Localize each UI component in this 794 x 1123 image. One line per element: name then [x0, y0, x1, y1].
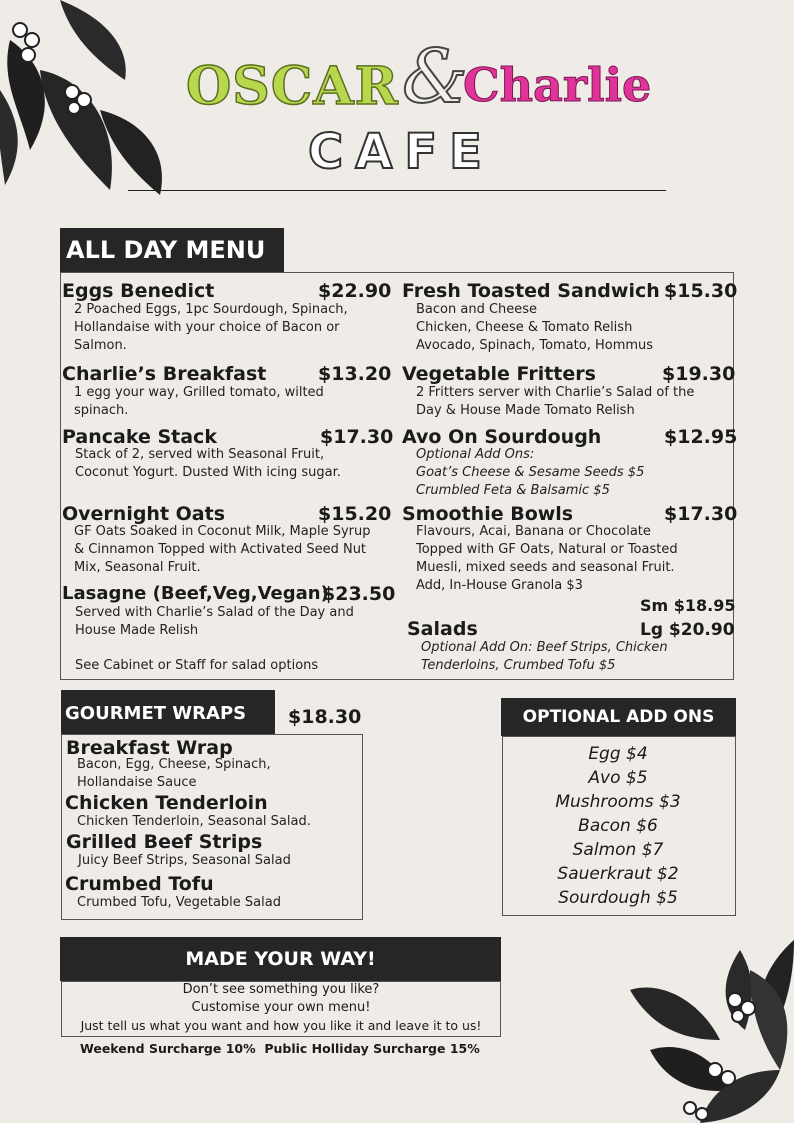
menu-item-desc: Avocado, Spinach, Tomato, Hommus	[416, 338, 654, 353]
menu-item-title: Overnight Oats	[62, 503, 226, 525]
add-on-item: Bacon $6	[578, 816, 658, 836]
menu-item-desc: Flavours, Acai, Banana or Chocolate	[416, 524, 651, 539]
wrap-desc: Hollandaise Sauce	[77, 775, 197, 790]
menu-item-title: Avo On Sourdough	[402, 426, 602, 448]
made-your-way-line: Customise your own menu!	[191, 1000, 371, 1015]
leaf-decoration-bottom	[620, 930, 794, 1123]
made-your-way-line: Don’t see something you like?	[182, 982, 380, 997]
add-on-item: Sauerkraut $2	[557, 864, 679, 884]
menu-item-desc: 2 Poached Eggs, 1pc Sourdough, Spinach,	[74, 302, 348, 317]
leaf-decoration-top	[0, 0, 175, 200]
logo-ampersand: &	[402, 34, 468, 120]
wrap-desc: Crumbed Tofu, Vegetable Salad	[77, 895, 281, 910]
optional-add-ons-heading: OPTIONAL ADD ONS	[501, 698, 736, 736]
wrap-title: Breakfast Wrap	[66, 737, 233, 759]
menu-item-desc: Bacon and Cheese	[416, 302, 538, 317]
all-day-menu-heading: ALL DAY MENU	[60, 228, 284, 272]
wrap-title: Crumbed Tofu	[65, 873, 214, 895]
menu-item-desc: Tenderloins, Crumbed Tofu $5	[421, 658, 616, 673]
logo-cafe: CAFE	[308, 124, 494, 180]
wrap-title: Chicken Tenderloin	[65, 792, 268, 814]
menu-item-desc: Add, In-House Granola $3	[416, 578, 583, 593]
salad-price-small: Sm $18.95	[640, 596, 736, 615]
menu-item-desc: Muesli, mixed seeds and seasonal Fruit.	[416, 560, 675, 575]
salad-price-large: Lg $20.90	[640, 620, 735, 640]
surcharge-note: Weekend Surcharge 10% Public Holliday Surcharge 15%	[80, 1041, 480, 1056]
menu-item-title: Vegetable Fritters	[402, 363, 596, 385]
menu-item-price: $15.20	[318, 503, 392, 525]
menu-item-price: $12.95	[664, 426, 738, 448]
menu-item-desc: Hollandaise with your choice of Bacon or	[74, 320, 340, 335]
menu-item-desc: Optional Add On: Beef Strips, Chicken	[421, 640, 668, 655]
menu-item-desc: 2 Fritters server with Charlie’s Salad of the	[416, 385, 695, 400]
wrap-desc: Chicken Tenderloin, Seasonal Salad.	[77, 814, 311, 829]
logo-oscar: OSCAR	[186, 56, 399, 117]
menu-item-price: $19.30	[662, 363, 736, 385]
logo-charlie: Charlie	[463, 58, 652, 112]
menu-item-desc: spinach.	[74, 403, 129, 418]
wraps-price: $18.30	[288, 706, 362, 728]
menu-item-price: $17.30	[664, 503, 738, 525]
menu-item-price: $22.90	[318, 280, 392, 302]
menu-item-title: Eggs Benedict	[62, 280, 215, 302]
menu-item-desc: Crumbled Feta & Balsamic $5	[416, 483, 610, 498]
menu-item-desc: Salmon.	[74, 338, 127, 353]
menu-item-desc: See Cabinet or Staff for salad options	[75, 658, 319, 673]
menu-item-desc: Day & House Made Tomato Relish	[416, 403, 635, 418]
menu-item-title: Salads	[407, 618, 478, 640]
menu-item-title: Pancake Stack	[62, 426, 217, 448]
menu-item-desc: Stack of 2, served with Seasonal Fruit,	[75, 447, 325, 462]
made-your-way-line: Just tell us what you want and how you like it and leave it to us!	[80, 1018, 482, 1033]
menu-item-price: $13.20	[318, 363, 392, 385]
menu-item-title: Smoothie Bowls	[402, 503, 574, 525]
add-on-item: Egg $4	[588, 744, 648, 764]
menu-item-desc: GF Oats Soaked in Coconut Milk, Maple Syrup	[74, 524, 371, 539]
menu-item-desc: Topped with GF Oats, Natural or Toasted	[416, 542, 678, 557]
menu-item-title: Charlie’s Breakfast	[62, 363, 267, 385]
menu-item-desc: Coconut Yogurt. Dusted With icing sugar.	[75, 465, 341, 480]
add-on-item: Sourdough $5	[558, 888, 678, 908]
menu-item-desc: Served with Charlie’s Salad of the Day and	[75, 605, 354, 620]
menu-item-desc: & Cinnamon Topped with Activated Seed Nut	[74, 542, 367, 557]
menu-item-desc: 1 egg your way, Grilled tomato, wilted	[74, 385, 324, 400]
menu-item-title: Lasagne (Beef,Veg,Vegan)	[62, 583, 329, 604]
menu-item-desc: Goat’s Cheese & Sesame Seeds $5	[416, 465, 645, 480]
header-divider	[128, 190, 666, 191]
menu-item-price: $23.50	[322, 583, 396, 605]
menu-item-desc: House Made Relish	[75, 623, 199, 638]
wrap-desc: Juicy Beef Strips, Seasonal Salad	[78, 853, 291, 868]
add-on-item: Mushrooms $3	[555, 792, 681, 812]
menu-item-price: $17.30	[320, 426, 394, 448]
menu-item-desc: Optional Add Ons:	[416, 447, 535, 462]
menu-item-price: $15.30	[664, 280, 738, 302]
gourmet-wraps-heading: GOURMET WRAPS	[61, 690, 275, 734]
wrap-desc: Bacon, Egg, Cheese, Spinach,	[77, 757, 271, 772]
menu-item-desc: Chicken, Cheese & Tomato Relish	[416, 320, 633, 335]
menu-item-desc: Mix, Seasonal Fruit.	[74, 560, 201, 575]
made-your-way-heading: MADE YOUR WAY!	[60, 937, 501, 981]
wrap-title: Grilled Beef Strips	[66, 831, 263, 853]
add-on-item: Avo $5	[588, 768, 648, 788]
menu-item-title: Fresh Toasted Sandwich	[402, 280, 660, 302]
add-on-item: Salmon $7	[572, 840, 664, 860]
